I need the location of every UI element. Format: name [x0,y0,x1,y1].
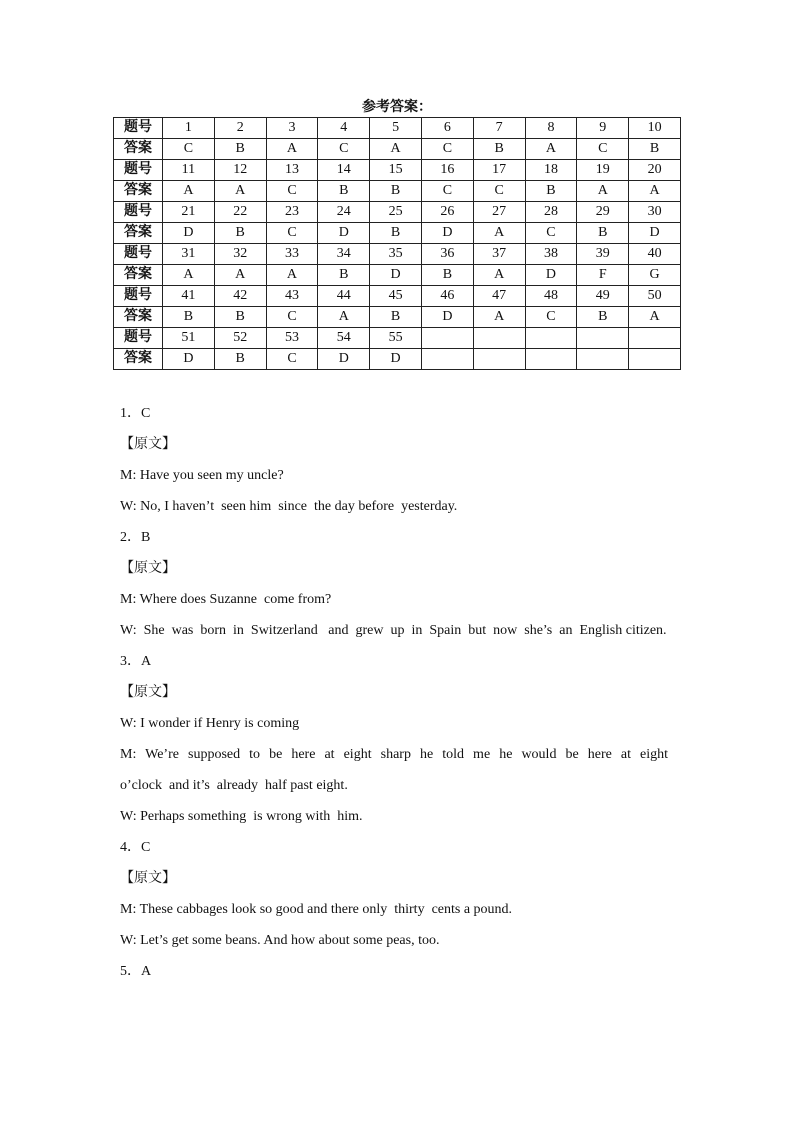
row-label: 题号 [114,244,163,265]
content-line: M: Have you seen my uncle? [120,468,284,483]
row-label: 答案 [114,265,163,286]
table-cell: A [629,181,681,202]
table-row [114,265,681,286]
table-cell: 13 [266,160,318,181]
content-line: M: We’re supposed to be here at eight sharp he told me he would be here at eight o’clock and it’s already half past eight. [120,747,672,793]
table-cell: B [473,139,525,160]
table-cell: 3 [266,118,318,139]
table-cell: 47 [473,286,525,307]
table-cell [525,349,577,370]
content-line: W: Let’s get some beans. And how about some peas, too. [120,933,440,948]
content-line: W: I wonder if Henry is coming [120,716,300,731]
table-cell: B [214,307,266,328]
table-cell: C [577,139,629,160]
table-cell: B [214,349,266,370]
table-row [114,307,681,328]
table-cell: A [214,181,266,202]
table-cell: 31 [163,244,215,265]
content-line: 2．B [120,530,151,545]
table-cell: 36 [421,244,473,265]
table-cell: D [370,265,422,286]
table-cell: C [266,223,318,244]
table-cell: 6 [421,118,473,139]
table-cell: 4 [318,118,370,139]
answer-table [113,117,681,370]
table-row [114,181,681,202]
table-cell [473,349,525,370]
table-cell: A [163,265,215,286]
table-cell: A [214,265,266,286]
table-cell: 39 [577,244,629,265]
table-cell: A [370,139,422,160]
table-cell: 5 [370,118,422,139]
table-cell: B [370,181,422,202]
table-cell [629,349,681,370]
table-cell: A [473,265,525,286]
content-line: W: Perhaps something is wrong with him. [120,809,363,824]
table-cell: 46 [421,286,473,307]
row-label: 题号 [114,286,163,307]
table-cell: D [629,223,681,244]
table-cell: C [318,139,370,160]
table-cell [577,328,629,349]
table-cell: A [266,265,318,286]
table-cell: A [629,307,681,328]
table-row [114,118,681,139]
table-cell: 52 [214,328,266,349]
table-cell: D [163,349,215,370]
table-cell: 23 [266,202,318,223]
table-cell: D [421,223,473,244]
table-cell: G [629,265,681,286]
table-cell: C [266,349,318,370]
table-cell: 18 [525,160,577,181]
table-cell [473,328,525,349]
table-cell: 37 [473,244,525,265]
table-cell: 38 [525,244,577,265]
content-line: 【原文】 [120,561,176,576]
row-label: 题号 [114,160,163,181]
row-label: 答案 [114,307,163,328]
table-cell: D [163,223,215,244]
table-cell: 20 [629,160,681,181]
table-cell: 9 [577,118,629,139]
table-cell: 21 [163,202,215,223]
table-cell: 12 [214,160,266,181]
table-cell: A [266,139,318,160]
table-cell: A [525,139,577,160]
table-cell: 16 [421,160,473,181]
table-cell: 48 [525,286,577,307]
row-label: 题号 [114,202,163,223]
table-cell: 27 [473,202,525,223]
table-cell: C [421,181,473,202]
table-cell [629,328,681,349]
table-cell: B [370,223,422,244]
table-cell: B [214,139,266,160]
table-cell: C [163,139,215,160]
table-cell: 10 [629,118,681,139]
row-label: 答案 [114,223,163,244]
table-cell: 41 [163,286,215,307]
table-cell: 34 [318,244,370,265]
table-cell: 44 [318,286,370,307]
table-cell: C [525,223,577,244]
row-label: 答案 [114,139,163,160]
table-cell: 2 [214,118,266,139]
table-cell: 15 [370,160,422,181]
table-cell: F [577,265,629,286]
table-cell: B [577,223,629,244]
table-cell: 17 [473,160,525,181]
table-cell: D [318,223,370,244]
table-cell: 42 [214,286,266,307]
table-cell: 49 [577,286,629,307]
table-row [114,223,681,244]
content-line: M: Where does Suzanne come from? [120,592,332,607]
table-cell: 50 [629,286,681,307]
table-row [114,286,681,307]
table-cell: B [421,265,473,286]
table-cell: 14 [318,160,370,181]
table-cell: C [473,181,525,202]
table-cell: D [421,307,473,328]
content-line: 4．C [120,840,151,855]
table-cell: C [525,307,577,328]
table-cell: 30 [629,202,681,223]
table-row [114,349,681,370]
content-line: 【原文】 [120,437,176,452]
table-row [114,328,681,349]
table-cell: B [318,181,370,202]
table-cell: 1 [163,118,215,139]
table-row [114,160,681,181]
row-label: 题号 [114,118,163,139]
table-cell [525,328,577,349]
table-cell: 29 [577,202,629,223]
table-cell: A [473,223,525,244]
table-cell: C [421,139,473,160]
content-line: 5．A [120,964,152,979]
table-cell: A [473,307,525,328]
table-cell [421,349,473,370]
table-cell: D [370,349,422,370]
content-line: 【原文】 [120,871,176,886]
table-cell: 22 [214,202,266,223]
table-cell: 35 [370,244,422,265]
table-cell: B [163,307,215,328]
table-cell: 54 [318,328,370,349]
table-cell: B [577,307,629,328]
table-cell: 40 [629,244,681,265]
table-cell: C [266,181,318,202]
table-cell: 32 [214,244,266,265]
table-cell: D [525,265,577,286]
table-cell: 25 [370,202,422,223]
table-cell: B [214,223,266,244]
transcript-content [120,398,672,987]
table-cell: 43 [266,286,318,307]
content-line: W: She was born in Switzerland and grew up in Spain but now she’s an English citizen. [120,623,667,638]
table-cell: A [163,181,215,202]
table-cell: 28 [525,202,577,223]
table-cell: 51 [163,328,215,349]
table-cell: B [370,307,422,328]
table-cell [421,328,473,349]
table-row [114,202,681,223]
content-line: 1．C [120,406,151,421]
table-row [114,139,681,160]
table-cell: 19 [577,160,629,181]
row-label: 答案 [114,181,163,202]
table-cell: 8 [525,118,577,139]
table-cell: A [577,181,629,202]
table-cell: 55 [370,328,422,349]
table-cell: 33 [266,244,318,265]
table-cell: 24 [318,202,370,223]
table-cell: B [525,181,577,202]
table-row [114,244,681,265]
row-label: 答案 [114,349,163,370]
table-cell: B [629,139,681,160]
table-cell: 26 [421,202,473,223]
content-line: M: These cabbages look so good and there only thirty cents a pound. [120,902,513,917]
table-cell: 7 [473,118,525,139]
content-line: 3．A [120,654,152,669]
table-cell [577,349,629,370]
table-cell: 45 [370,286,422,307]
table-cell: C [266,307,318,328]
page-title: 参考答案： [362,100,432,115]
table-cell: B [318,265,370,286]
table-cell: 11 [163,160,215,181]
table-cell: D [318,349,370,370]
row-label: 题号 [114,328,163,349]
table-cell: 53 [266,328,318,349]
content-line: W: No, I haven’t seen him since the day before yesterday. [120,499,458,514]
content-line: 【原文】 [120,685,176,700]
table-cell: A [318,307,370,328]
